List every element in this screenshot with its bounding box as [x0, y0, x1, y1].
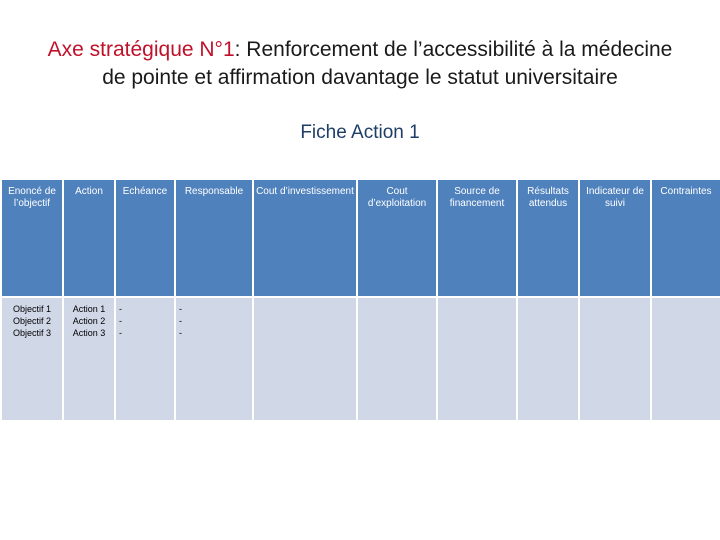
- header-cout-exploitation: Cout d’exploitation: [357, 179, 437, 297]
- cell-cout-investissement: [253, 297, 357, 421]
- table-row: [1, 297, 720, 421]
- action-item: Action 2: [72, 316, 106, 326]
- title-line-2: de pointe et affirmation davantage le statut universitaire: [102, 66, 618, 89]
- cell-resultats-attendus: [517, 297, 579, 421]
- header-enonce: Enoncé de l’objectif: [1, 179, 63, 297]
- action-item: Action 3: [72, 328, 106, 338]
- header-indicateur-suivi: Indicateur de suivi: [579, 179, 651, 297]
- responsable-item: -: [179, 328, 182, 338]
- cell-responsables: [175, 297, 253, 421]
- header-source-financement: Source de financement: [437, 179, 517, 297]
- slide-subtitle: Fiche Action 1: [300, 122, 420, 143]
- header-resultats-attendus: Résultats attendus: [517, 179, 579, 297]
- header-echeance: Echéance: [115, 179, 175, 297]
- title-highlight: Axe stratégique N°1: [47, 38, 235, 61]
- header-row: [1, 179, 720, 297]
- objectif-item: Objectif 3: [12, 328, 52, 338]
- slide-title: [0, 36, 720, 92]
- cell-contraintes: [651, 297, 720, 421]
- header-cout-investissement: Cout d’investissement: [253, 179, 357, 297]
- header-contraintes: Contraintes: [651, 179, 720, 297]
- cell-echeances: [115, 297, 175, 421]
- action-sheet-table: [0, 178, 720, 422]
- title-rest: : Renforcement de l’accessibilité à la médecine: [234, 38, 673, 61]
- header-action: Action: [63, 179, 115, 297]
- echeance-item: -: [119, 316, 122, 326]
- responsable-item: -: [179, 316, 182, 326]
- objectif-item: Objectif 2: [12, 316, 52, 326]
- title-line-1: [0, 36, 720, 64]
- cell-actions: [63, 297, 115, 421]
- echeance-item: -: [119, 304, 122, 314]
- action-item: Action 1: [72, 304, 106, 314]
- cell-source-financement: [437, 297, 517, 421]
- header-responsable: Responsable: [175, 179, 253, 297]
- objectif-item: Objectif 1: [12, 304, 52, 314]
- cell-cout-exploitation: [357, 297, 437, 421]
- cell-objectifs: [1, 297, 63, 421]
- responsable-item: -: [179, 304, 182, 314]
- cell-indicateur-suivi: [579, 297, 651, 421]
- echeance-item: -: [119, 328, 122, 338]
